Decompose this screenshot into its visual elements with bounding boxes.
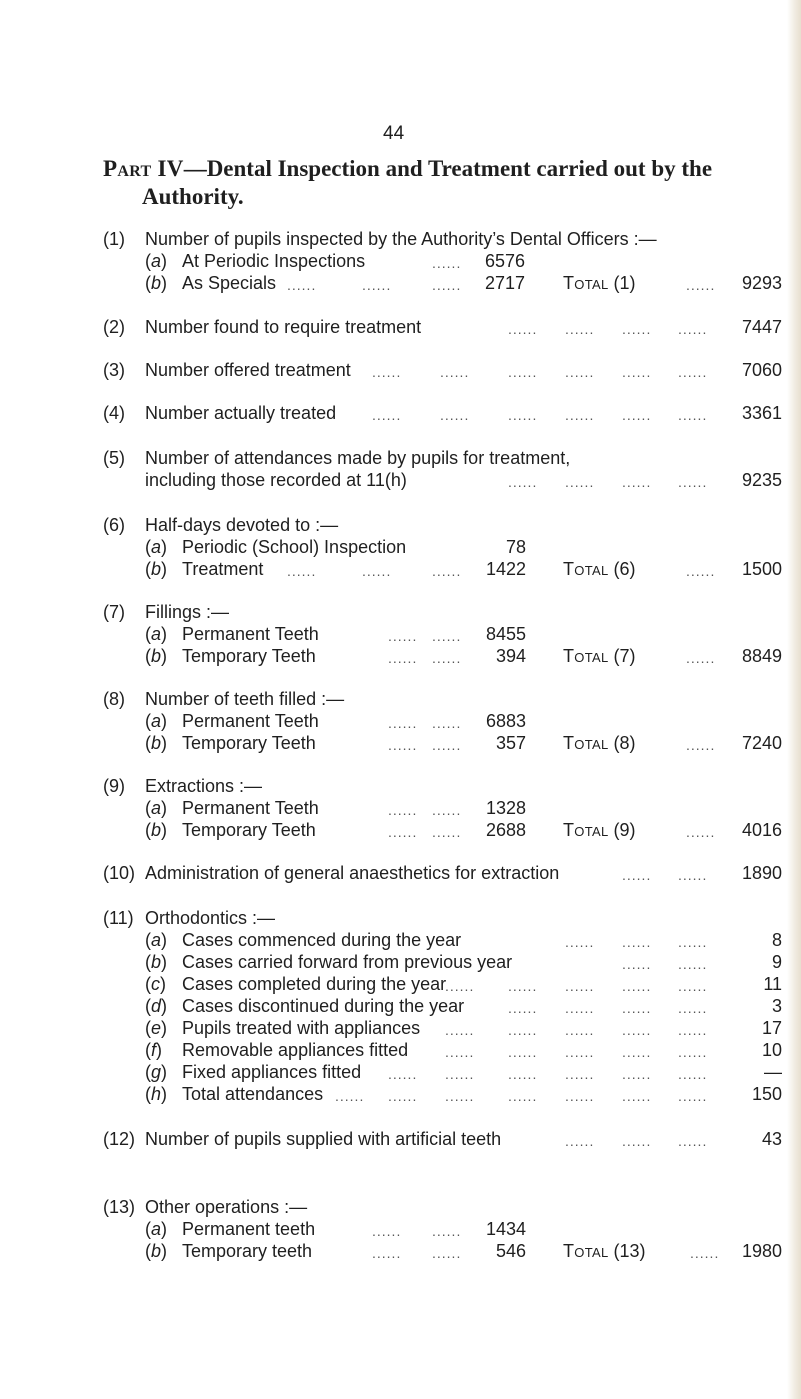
item-text: Number of pupils inspected by the Authority’s Dental Officers :— (145, 229, 657, 249)
item-value: 3361 (741, 403, 782, 423)
total-value: 1980 (741, 1241, 782, 1261)
dot-leader: ...... (508, 321, 538, 337)
title-line-1: —Dental Inspection and Treatment carried out by the (183, 156, 713, 181)
dot-leader: ...... (432, 824, 462, 840)
page-edge-shadow (787, 0, 801, 1399)
total-label: Total (7) (563, 646, 636, 666)
title-line-2: Authority. (142, 184, 244, 209)
dot-leader: ...... (432, 277, 462, 293)
item-number: (11) (103, 908, 134, 928)
sub-item-text: Cases completed during the year (182, 974, 447, 994)
sub-item-value: 150 (751, 1084, 782, 1104)
dot-leader: ...... (508, 1000, 538, 1016)
item-number: (10) (103, 863, 136, 883)
dot-leader: ...... (445, 1044, 475, 1060)
dot-leader: ...... (622, 978, 652, 994)
dot-leader: ...... (565, 474, 595, 490)
dot-leader: ...... (678, 1044, 708, 1060)
sub-item-text: Cases discontinued during the year (182, 996, 465, 1016)
sub-item-value: 1434 (485, 1219, 526, 1239)
sub-item-value: 3 (771, 996, 782, 1016)
dot-leader: ...... (432, 737, 462, 753)
dot-leader: ...... (287, 277, 317, 293)
dot-leader: ...... (432, 628, 462, 644)
item-text: Fillings :— (145, 602, 230, 622)
dot-leader: ...... (335, 1088, 365, 1104)
sub-item-value: 1422 (485, 559, 526, 579)
sub-item-value: 17 (761, 1018, 782, 1038)
item-number: (12) (103, 1129, 136, 1149)
dot-leader: ...... (622, 407, 652, 423)
item-text: Other operations :— (145, 1197, 308, 1217)
item-text: Half-days devoted to :— (145, 515, 339, 535)
dot-leader: ...... (362, 277, 392, 293)
dot-leader: ...... (565, 1000, 595, 1016)
sub-item-letter: (b) (145, 646, 168, 666)
dot-leader: ...... (508, 474, 538, 490)
sub-item-text: Pupils treated with appliances (182, 1018, 421, 1038)
sub-item-text: Permanent teeth (182, 1219, 316, 1239)
dot-leader: ...... (565, 934, 595, 950)
sub-item-value: 2717 (485, 273, 526, 293)
sub-item-value: 6576 (485, 251, 526, 271)
dot-leader: ...... (287, 563, 317, 579)
dot-leader: ...... (388, 628, 418, 644)
dot-leader: ...... (622, 934, 652, 950)
dot-leader: ...... (388, 1066, 418, 1082)
dot-leader: ...... (686, 824, 716, 840)
sub-item-value: — (764, 1062, 782, 1082)
dot-leader: ...... (445, 1066, 475, 1082)
dot-leader: ...... (372, 1245, 402, 1261)
sub-item-letter: (b) (145, 1241, 168, 1261)
sub-item-letter: (a) (145, 711, 168, 731)
dot-leader: ...... (565, 1133, 595, 1149)
dot-leader: ...... (565, 321, 595, 337)
item-number: (5) (103, 448, 125, 468)
dot-leader: ...... (508, 1044, 538, 1060)
dot-leader: ...... (678, 934, 708, 950)
dot-leader: ...... (432, 1245, 462, 1261)
total-value: 1500 (741, 559, 782, 579)
sub-item-letter: (b) (145, 733, 168, 753)
item-text: Extractions :— (145, 776, 263, 796)
sub-item-letter: (e) (145, 1018, 168, 1038)
item-text: Number of attendances made by pupils for treatment, (145, 448, 571, 468)
dot-leader: ...... (622, 956, 652, 972)
item-number: (7) (103, 602, 125, 622)
dot-leader: ...... (678, 1022, 708, 1038)
sub-item-value: 357 (495, 733, 526, 753)
sub-item-letter: (b) (145, 273, 168, 293)
dot-leader: ...... (388, 1088, 418, 1104)
sub-item-letter: (h) (145, 1084, 168, 1104)
dot-leader: ...... (445, 978, 475, 994)
sub-item-text: Permanent Teeth (182, 798, 319, 818)
item-text-continued: including those recorded at 11(h) (145, 470, 407, 490)
sub-item-text: Temporary teeth (182, 1241, 313, 1261)
dot-leader: ...... (690, 1245, 720, 1261)
total-value: 4016 (741, 820, 782, 840)
dot-leader: ...... (372, 364, 402, 380)
dot-leader: ...... (622, 1022, 652, 1038)
sub-item-text: Treatment (182, 559, 264, 579)
sub-item-letter: (c) (145, 974, 166, 994)
dot-leader: ...... (622, 321, 652, 337)
dot-leader: ...... (565, 407, 595, 423)
total-label: Total (6) (563, 559, 636, 579)
dot-leader: ...... (622, 1044, 652, 1060)
dot-leader: ...... (686, 277, 716, 293)
dot-leader: ...... (565, 1044, 595, 1060)
dot-leader: ...... (565, 1022, 595, 1038)
item-text: Number found to require treatment (145, 317, 422, 337)
dot-leader: ...... (678, 407, 708, 423)
total-label: Total (9) (563, 820, 636, 840)
dot-leader: ...... (678, 321, 708, 337)
item-value: 1890 (741, 863, 782, 883)
sub-item-letter: (d) (145, 996, 168, 1016)
sub-item-text: Cases commenced during the year (182, 930, 462, 950)
sub-item-letter: (f) (145, 1040, 163, 1060)
item-text: Number offered treatment (145, 360, 351, 380)
sub-item-letter: (a) (145, 537, 168, 557)
sub-item-text: Temporary Teeth (182, 820, 316, 840)
sub-item-letter: (a) (145, 624, 168, 644)
sub-item-text: Periodic (School) Inspection (182, 537, 407, 557)
dot-leader: ...... (432, 563, 462, 579)
item-value: 7060 (741, 360, 782, 380)
sub-item-letter: (b) (145, 820, 168, 840)
sub-item-value: 8455 (485, 624, 526, 644)
dot-leader: ...... (388, 650, 418, 666)
sub-item-letter: (a) (145, 930, 168, 950)
dot-leader: ...... (508, 407, 538, 423)
sub-item-value: 9 (771, 952, 782, 972)
sub-item-letter: (a) (145, 251, 168, 271)
dot-leader: ...... (686, 650, 716, 666)
dot-leader: ...... (622, 474, 652, 490)
dot-leader: ...... (686, 737, 716, 753)
sub-item-value: 10 (761, 1040, 782, 1060)
sub-item-value: 2688 (485, 820, 526, 840)
item-number: (4) (103, 403, 125, 423)
page-title (103, 155, 712, 183)
sub-item-text: Fixed appliances fitted (182, 1062, 362, 1082)
sub-item-text: Total attendances (182, 1084, 324, 1104)
dot-leader: ...... (686, 563, 716, 579)
sub-item-value: 546 (495, 1241, 526, 1261)
sub-item-text: As Specials (182, 273, 277, 293)
sub-item-value: 1328 (485, 798, 526, 818)
dot-leader: ...... (622, 1066, 652, 1082)
sub-item-text: Permanent Teeth (182, 711, 319, 731)
dot-leader: ...... (508, 1088, 538, 1104)
dot-leader: ...... (678, 1066, 708, 1082)
dot-leader: ...... (622, 867, 652, 883)
sub-item-text: Cases carried forward from previous year (182, 952, 513, 972)
dot-leader: ...... (622, 1133, 652, 1149)
sub-item-text: Temporary Teeth (182, 733, 316, 753)
sub-item-letter: (a) (145, 1219, 168, 1239)
dot-leader: ...... (622, 364, 652, 380)
dot-leader: ...... (508, 1022, 538, 1038)
item-value: 7447 (741, 317, 782, 337)
item-number: (8) (103, 689, 125, 709)
sub-item-letter: (a) (145, 798, 168, 818)
total-value: 7240 (741, 733, 782, 753)
dot-leader: ...... (432, 650, 462, 666)
dot-leader: ...... (372, 407, 402, 423)
dot-leader: ...... (508, 978, 538, 994)
dot-leader: ...... (622, 1088, 652, 1104)
dot-leader: ...... (678, 364, 708, 380)
dot-leader: ...... (372, 1223, 402, 1239)
sub-item-letter: (b) (145, 559, 168, 579)
part-label: Part IV (103, 156, 184, 181)
sub-item-value: 11 (763, 974, 782, 994)
item-text: Number actually treated (145, 403, 337, 423)
item-text: Administration of general anaesthetics for extraction (145, 863, 560, 883)
sub-item-text: Removable appliances fitted (182, 1040, 409, 1060)
dot-leader: ...... (565, 978, 595, 994)
total-label: Total (1) (563, 273, 636, 293)
dot-leader: ...... (678, 1000, 708, 1016)
dot-leader: ...... (565, 364, 595, 380)
item-text: Orthodontics :— (145, 908, 276, 928)
item-text: Number of pupils supplied with artificial teeth (145, 1129, 502, 1149)
total-label: Total (8) (563, 733, 636, 753)
dot-leader: ...... (362, 563, 392, 579)
sub-item-value: 8 (771, 930, 782, 950)
dot-leader: ...... (678, 978, 708, 994)
dot-leader: ...... (388, 715, 418, 731)
item-value: 9235 (741, 470, 782, 490)
sub-item-text: At Periodic Inspections (182, 251, 366, 271)
dot-leader: ...... (432, 255, 462, 271)
item-number: (2) (103, 317, 125, 337)
item-text: Number of teeth filled :— (145, 689, 345, 709)
dot-leader: ...... (432, 715, 462, 731)
dot-leader: ...... (445, 1022, 475, 1038)
dot-leader: ...... (388, 737, 418, 753)
dot-leader: ...... (565, 1088, 595, 1104)
item-number: (9) (103, 776, 125, 796)
dot-leader: ...... (508, 364, 538, 380)
dot-leader: ...... (678, 1088, 708, 1104)
dot-leader: ...... (565, 1066, 595, 1082)
dot-leader: ...... (508, 1066, 538, 1082)
item-number: (13) (103, 1197, 136, 1217)
sub-item-value: 6883 (485, 711, 526, 731)
total-value: 8849 (741, 646, 782, 666)
total-value: 9293 (741, 273, 782, 293)
page-number: 44 (383, 123, 405, 144)
sub-item-text: Temporary Teeth (182, 646, 316, 666)
dot-leader: ...... (388, 802, 418, 818)
item-number: (1) (103, 229, 125, 249)
item-value: 43 (761, 1129, 782, 1149)
dot-leader: ...... (678, 1133, 708, 1149)
dot-leader: ...... (678, 474, 708, 490)
item-number: (6) (103, 515, 125, 535)
dot-leader: ...... (622, 1000, 652, 1016)
dot-leader: ...... (388, 824, 418, 840)
dot-leader: ...... (432, 802, 462, 818)
sub-item-letter: (b) (145, 952, 168, 972)
dot-leader: ...... (432, 1223, 462, 1239)
item-number: (3) (103, 360, 125, 380)
sub-item-value: 78 (505, 537, 526, 557)
dot-leader: ...... (445, 1088, 475, 1104)
sub-item-text: Permanent Teeth (182, 624, 319, 644)
total-label: Total (13) (563, 1241, 646, 1261)
sub-item-value: 394 (495, 646, 526, 666)
dot-leader: ...... (440, 364, 470, 380)
dot-leader: ...... (440, 407, 470, 423)
dot-leader: ...... (678, 956, 708, 972)
sub-item-letter: (g) (145, 1062, 168, 1082)
dot-leader: ...... (678, 867, 708, 883)
